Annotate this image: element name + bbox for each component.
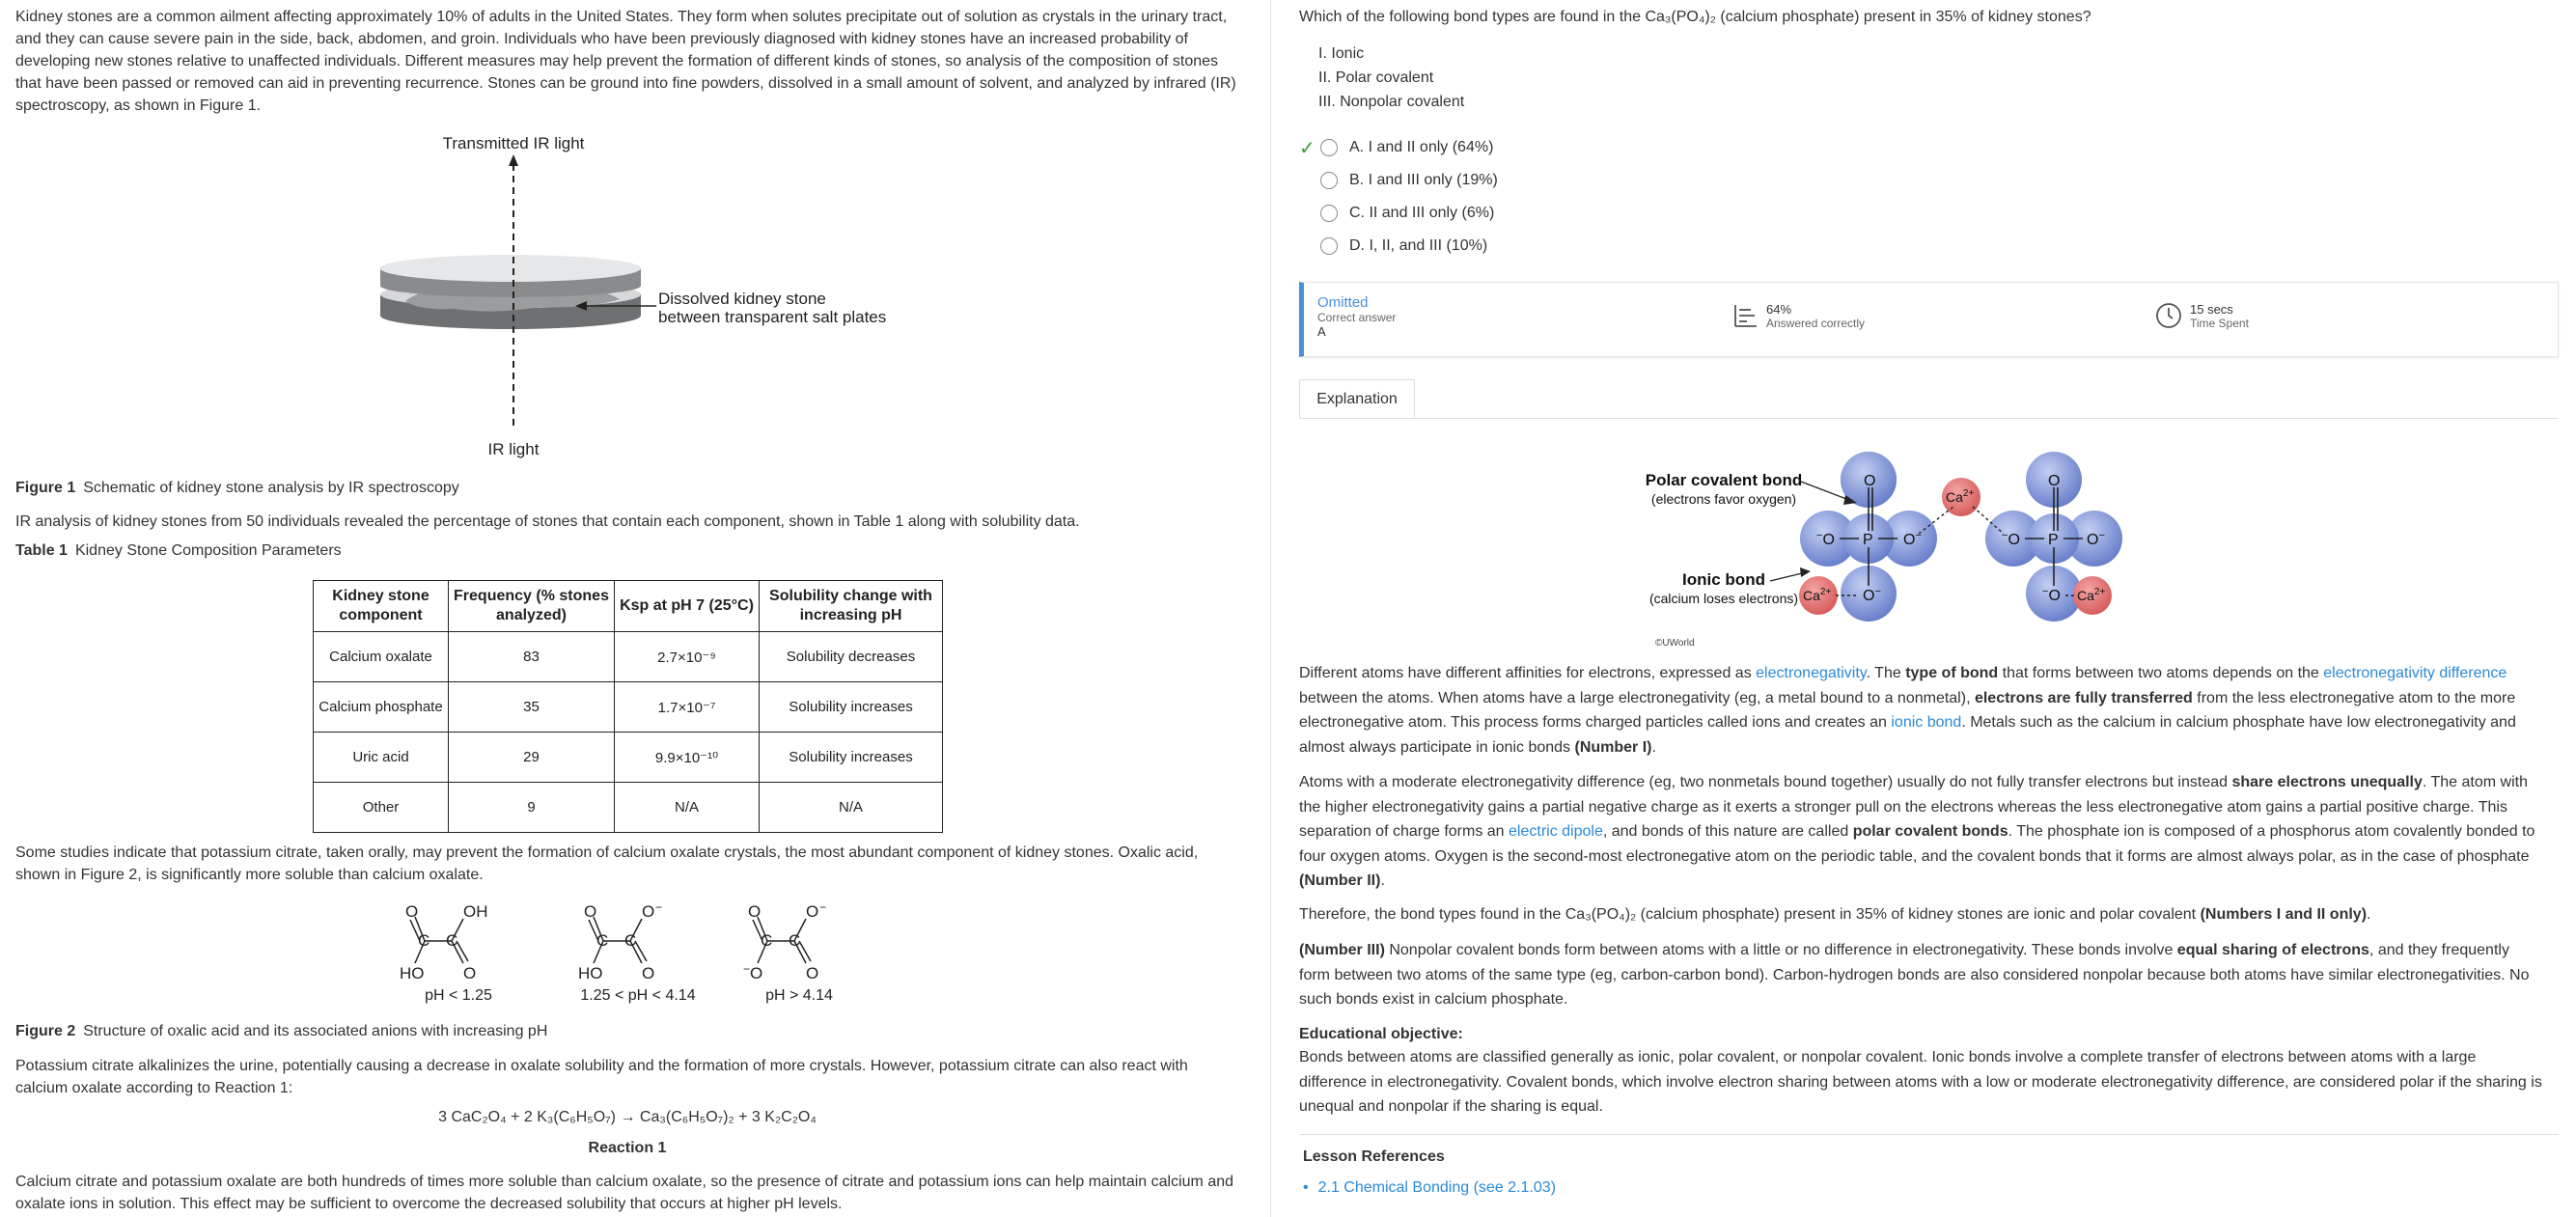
table1-caption bbox=[15, 542, 342, 560]
table1-header: Solubility change with increasing pH bbox=[760, 581, 943, 632]
polar-bond-label: Polar covalent bond bbox=[1645, 471, 1803, 489]
svg-text:−O: −O bbox=[1816, 530, 1835, 548]
correct-answer-value: A bbox=[1317, 324, 1326, 339]
svg-text:Ca2+: $Ca^{2+}$ bbox=[1946, 488, 1975, 505]
table-cell: 1.7×10⁻⁷ bbox=[615, 682, 760, 733]
panel-divider bbox=[1270, 0, 1271, 1217]
table-cell: N/A bbox=[615, 783, 760, 833]
explanation-para4: (Number III) Nonpolar covalent bonds form between atoms with a little or no difference in electronegativity. These bonds involve equal sharing of electrons, and they frequently form between two atoms of the same type (eg, carbon-carbon bond). Carbon-hydrogen bonds are also considered nonpolar because both atoms have similar electronegativities. No such bonds exist in calcium phosphate. bbox=[1299, 942, 2530, 1008]
svg-text:O: O bbox=[806, 902, 819, 921]
bar-chart-icon bbox=[1731, 302, 1759, 329]
answer-option-c[interactable] bbox=[1299, 202, 1494, 225]
link-electronegativity[interactable]: electronegativity bbox=[1756, 665, 1867, 681]
table1-header: Ksp at pH 7 (25°C) bbox=[615, 581, 760, 632]
time-value: 15 secs bbox=[2190, 302, 2233, 317]
svg-text:O−: O− bbox=[1903, 530, 1922, 548]
svg-text:OH: OH bbox=[463, 902, 488, 921]
svg-text:O: O bbox=[1864, 473, 1876, 489]
table-row bbox=[314, 632, 943, 682]
radio-button[interactable] bbox=[1320, 237, 1338, 255]
figure1-top-label: Transmitted IR light bbox=[442, 134, 585, 152]
table-cell: 9.9×10⁻¹⁰ bbox=[615, 733, 760, 783]
calcium-phosphate-bond-figure bbox=[1645, 439, 2206, 656]
status-block bbox=[1317, 294, 1396, 339]
status-text: Omitted bbox=[1317, 294, 1369, 311]
percent-value: 64% bbox=[1766, 302, 1792, 317]
correct-check-icon: ✓ bbox=[1299, 137, 1316, 159]
table-cell: 83 bbox=[449, 632, 615, 682]
svg-text:Ca2+: $Ca^{2+}$ bbox=[1803, 587, 1832, 603]
table-row bbox=[314, 682, 943, 733]
svg-text:HO: HO bbox=[578, 964, 603, 982]
percent-block bbox=[1731, 302, 1865, 330]
passage-para5: Calcium citrate and potassium oxalate are both hundreds of times more soluble than calcium oxalate, so the presence of citrate and potassium ions can help maintain calcium and oxalate ions in solution. This effect may be sufficient to overcome the decreased solubility that occurs at higher pH levels. bbox=[15, 1174, 1234, 1212]
passage-para3: Some studies indicate that potassium citrate, taken orally, may prevent the formation of calcium oxalate crystals, the most abundant component of kidney stones. Oxalic acid, shown in Figure 2, is significantly more soluble than calcium oxalate. bbox=[15, 844, 1199, 883]
svg-text:C: C bbox=[789, 931, 801, 950]
table1-header: Frequency (% stones analyzed) bbox=[449, 581, 615, 632]
table-cell: N/A bbox=[760, 783, 943, 833]
svg-text:O: O bbox=[642, 964, 655, 982]
svg-text:C: C bbox=[624, 931, 637, 950]
svg-text:−O: −O bbox=[743, 962, 763, 982]
question-item: III. Nonpolar covalent bbox=[1318, 94, 1465, 110]
figure2-caption bbox=[15, 1023, 547, 1040]
answer-option-d[interactable] bbox=[1299, 235, 1487, 258]
clock-icon bbox=[2155, 302, 2182, 329]
svg-text:−: − bbox=[655, 900, 663, 914]
svg-text:C: C bbox=[446, 931, 458, 950]
table-row bbox=[314, 733, 943, 783]
passage-para4: Potassium citrate alkalinizes the urine, potentially causing a decrease in oxalate solubility and the formation of more crystals. However, potassium citrate can also react with calcium oxalate according to Reaction 1: bbox=[15, 1058, 1188, 1096]
question-stem: Which of the following bond types are found in the Ca₃(PO₄)₂ (calcium phosphate) present in 35% of kidney stones? bbox=[1299, 9, 2091, 25]
figure2-caption-text: Structure of oxalic acid and its associated anions with increasing pH bbox=[83, 1023, 548, 1039]
option-label: D. I, II, and III (10%) bbox=[1349, 237, 1488, 254]
table-cell: Uric acid bbox=[314, 733, 449, 783]
table1-caption-text: Kidney Stone Composition Parameters bbox=[74, 542, 342, 559]
svg-text:HO: HO bbox=[400, 964, 425, 982]
option-label: C. II and III only (6%) bbox=[1349, 205, 1495, 221]
svg-text:O−: O− bbox=[2087, 530, 2105, 548]
figure2-ph-label: pH < 1.25 bbox=[425, 987, 492, 1004]
ionic-bond-label: Ionic bond bbox=[1682, 570, 1765, 589]
passage-intro: Kidney stones are a common ailment affecting approximately 10% of adults in the United States. They form when solutes precipitate out of solution as crystals in the urinary tract, and they can cause severe pain in the side, back, abdomen, and groin. Individuals who have been previously diagnosed with kidney stones have an increased probability of developing new stones relative to unaffected individuals. Different measures may help prevent the formation of different kinds of stones, so analysis of the composition of stones that have been passed or removed can aid in preventing recurrence. Stones can be ground into fine powders, dissolved in a small amount of solvent, and analyzed by infrared (IR) spectroscopy, as shown in Figure 1. bbox=[15, 9, 1236, 114]
reaction-equation: 3 CaC₂O₄ + 2 K₃(C₆H₅O₇) → Ca₃(C₆H₅O₇)₂ + 3 K₂C₂O₄ bbox=[438, 1109, 817, 1125]
svg-text:O: O bbox=[584, 902, 597, 921]
figure1-caption bbox=[15, 480, 459, 497]
table-cell: Other bbox=[314, 783, 449, 833]
svg-text:P: P bbox=[1863, 532, 1873, 548]
figure1-side-label-1: Dissolved kidney stone bbox=[658, 290, 826, 308]
svg-text:O: O bbox=[405, 902, 419, 921]
polar-bond-sub: (electrons favor oxygen) bbox=[1650, 491, 1797, 507]
table-1 bbox=[313, 580, 943, 833]
tab-explanation[interactable]: Explanation bbox=[1299, 379, 1415, 419]
question-item: I. Ionic bbox=[1318, 45, 1365, 62]
svg-text:Ca2+: $Ca^{2+}$ bbox=[2077, 587, 2106, 603]
percent-label: Answered correctly bbox=[1766, 317, 1866, 330]
copyright-text: ©UWorld bbox=[1655, 638, 1695, 649]
table-cell: 29 bbox=[449, 733, 615, 783]
svg-text:O: O bbox=[2048, 473, 2061, 489]
table-cell: 2.7×10⁻⁹ bbox=[615, 632, 760, 682]
lesson-reference-item: • 2.1 Chemical Bonding (see 2.1.03) bbox=[1303, 1179, 1556, 1196]
table-cell: Solubility increases bbox=[760, 682, 943, 733]
option-label: A. I and II only (64%) bbox=[1349, 139, 1494, 155]
table-cell: Solubility decreases bbox=[760, 632, 943, 682]
table1-header: Kidney stone component bbox=[314, 581, 449, 632]
answer-option-b[interactable] bbox=[1299, 169, 1498, 192]
svg-text:O: O bbox=[642, 902, 655, 921]
svg-text:O: O bbox=[463, 964, 477, 982]
objective-text: Bonds between atoms are classified generally as ionic, polar covalent, or nonpolar covalent. Ionic bonds involve a complete transfer of electrons between atoms with a large difference in electronegativity. Covalent bonds, which involve electron sharing between atoms with a low or moderate electronegativity difference, are considered polar if the sharing is unequal and nonpolar if the sharing is equal. bbox=[1299, 1049, 2542, 1115]
ionic-bond-sub: (calcium loses electrons) bbox=[1648, 591, 1799, 606]
explanation-para1: Different atoms have different affinities for electrons, expressed as electronegativity. The type of bond that forms between two atoms depends on the electronegativity difference between the atoms. When atoms have a large electronegativity (eg, a metal bound to a nonmetal), electrons are fully transferred from the less electronegative atom to the more electronegative atom. This process forms charged particles called ions and creates an ionic bond. Metals such as the calcium in calcium phosphate have low electronegativity and almost always participate in ionic bonds (Number I). bbox=[1299, 665, 2516, 756]
link-electric-dipole[interactable]: electric dipole bbox=[1509, 823, 1603, 840]
radio-button[interactable] bbox=[1320, 205, 1338, 222]
figure1-caption-num: Figure 1 bbox=[15, 480, 76, 496]
time-block bbox=[2155, 302, 2249, 330]
correct-answer-label: Correct answer bbox=[1317, 311, 1397, 324]
reaction-label: Reaction 1 bbox=[588, 1140, 667, 1156]
table-row bbox=[314, 783, 943, 833]
answer-option-a[interactable] bbox=[1299, 136, 1493, 159]
table-cell: Calcium oxalate bbox=[314, 632, 449, 682]
svg-text:O: O bbox=[806, 964, 819, 982]
svg-text:O−: O− bbox=[1863, 586, 1881, 604]
table-cell: Calcium phosphate bbox=[314, 682, 449, 733]
radio-button[interactable] bbox=[1320, 139, 1338, 156]
svg-text:−O: −O bbox=[2042, 586, 2061, 604]
figure2-ph-label: 1.25 < pH < 4.14 bbox=[580, 987, 696, 1004]
question-item: II. Polar covalent bbox=[1318, 69, 1434, 86]
link-electronegativity-difference[interactable]: electronegativity difference bbox=[2323, 665, 2507, 681]
objective-title: Educational objective: bbox=[1299, 1026, 1463, 1042]
svg-text:C: C bbox=[596, 931, 609, 950]
lesson-link[interactable]: 2.1 Chemical Bonding (see 2.1.03) bbox=[1317, 1179, 1556, 1196]
svg-text:O: O bbox=[748, 902, 762, 921]
explanation-para2: Atoms with a moderate electronegativity difference (eg, two nonmetals bound together) usually do not fully transfer electrons but instead share electrons unequally. The atom with the higher electronegativity gains a partial negative charge as it exerts a stronger pull on the electrons whereas the less electronegative atom gains a partial positive charge. This separation of charge forms an electric dipole, and bonds of this nature are called polar covalent bonds. The phosphate ion is composed of a phosphorus atom covalently bonded to four oxygen atoms. Oxygen is the second-most electronegative atom on the periodic table, and the covalent bonds that it forms are almost always polar, as in the case of phosphate (Number II). bbox=[1299, 774, 2535, 889]
radio-button[interactable] bbox=[1320, 172, 1338, 189]
figure2-ph-label: pH > 4.14 bbox=[765, 987, 833, 1004]
time-label: Time Spent bbox=[2190, 317, 2249, 330]
passage-panel bbox=[0, 0, 1255, 1217]
svg-text:P: P bbox=[2048, 532, 2059, 548]
passage-para2: IR analysis of kidney stones from 50 individuals revealed the percentage of stones that contain each component, shown in Table 1 along with solubility data. bbox=[15, 513, 1080, 530]
figure2-caption-num: Figure 2 bbox=[15, 1023, 76, 1039]
figure-1-ir-schematic bbox=[367, 125, 907, 463]
answer-stats-bar bbox=[1299, 282, 2559, 357]
lesson-references-title: Lesson References bbox=[1303, 1148, 1445, 1165]
option-label: B. I and III only (19%) bbox=[1349, 172, 1498, 188]
table-cell: 9 bbox=[449, 783, 615, 833]
svg-text:−O: −O bbox=[2002, 530, 2020, 548]
figure1-side-label-2: between transparent salt plates bbox=[658, 308, 887, 326]
figure-2-oxalic-structures bbox=[386, 898, 888, 1004]
svg-text:C: C bbox=[761, 931, 773, 950]
explanation-para3: Therefore, the bond types found in the Ca₃(PO₄)₂ (calcium phosphate) present in 35% of kidney stones are ionic and polar covalent (Numbers I and II only). bbox=[1299, 906, 2371, 923]
figure1-caption-text: Schematic of kidney stone analysis by IR spectroscopy bbox=[83, 480, 459, 496]
link-ionic-bond[interactable]: ionic bond bbox=[1891, 714, 1962, 731]
svg-text:C: C bbox=[418, 931, 430, 950]
question-panel bbox=[1299, 0, 2559, 1217]
figure1-bottom-label: IR light bbox=[487, 440, 540, 458]
table1-caption-num: Table 1 bbox=[15, 542, 68, 559]
table-cell: Solubility increases bbox=[760, 733, 943, 783]
svg-text:−: − bbox=[819, 900, 827, 914]
table-cell: 35 bbox=[449, 682, 615, 733]
